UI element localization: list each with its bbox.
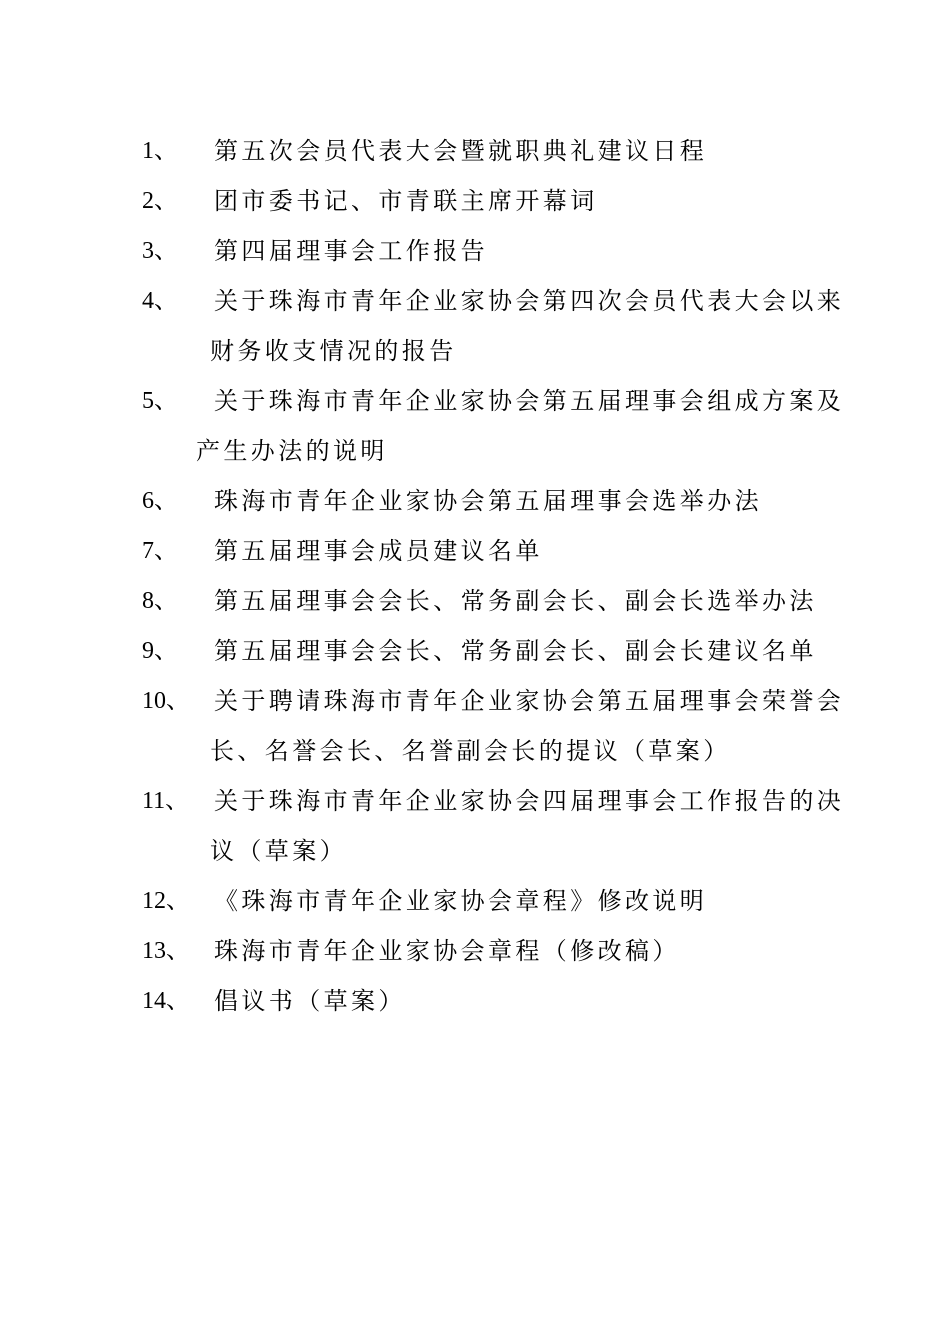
list-item — [142, 626, 822, 676]
item-text: 《珠海市青年企业家协会章程》修改说明 — [214, 887, 708, 915]
list-item — [142, 126, 822, 176]
item-number: 9、 — [142, 638, 178, 664]
item-text: 关于珠海市青年企业家协会第四次会员代表大会以来 — [214, 287, 845, 315]
item-number: 14、 — [142, 988, 190, 1014]
list-item — [142, 476, 822, 526]
item-number: 7、 — [142, 538, 178, 564]
item-text: 第五届理事会会长、常务副会长、副会长选举办法 — [214, 587, 817, 615]
item-number: 4、 — [142, 288, 178, 314]
item-text: 关于珠海市青年企业家协会四届理事会工作报告的决 — [214, 787, 845, 815]
list-item — [142, 176, 822, 226]
list-item — [142, 276, 845, 376]
item-text-continued: 财务收支情况的报告 — [210, 337, 457, 365]
item-number: 6、 — [142, 488, 178, 514]
list-item — [142, 226, 822, 276]
item-number: 5、 — [142, 388, 178, 414]
item-number: 1、 — [142, 138, 178, 164]
list-item — [142, 576, 822, 626]
list-item — [142, 926, 822, 976]
item-text: 第五届理事会成员建议名单 — [214, 537, 543, 565]
list-item — [142, 776, 845, 876]
item-text: 团市委书记、市青联主席开幕词 — [214, 187, 598, 215]
item-text: 关于聘请珠海市青年企业家协会第五届理事会荣誉会 — [214, 687, 845, 715]
list-item — [142, 376, 845, 476]
item-text: 珠海市青年企业家协会章程（修改稿） — [214, 937, 680, 965]
item-number: 8、 — [142, 588, 178, 614]
item-text: 倡议书（草案） — [214, 987, 406, 1015]
item-number: 3、 — [142, 238, 178, 264]
item-number: 11、 — [142, 788, 190, 814]
item-text: 珠海市青年企业家协会第五届理事会选举办法 — [214, 487, 762, 515]
list-item — [142, 526, 822, 576]
item-text-continued: 产生办法的说明 — [196, 437, 388, 465]
item-text: 第五次会员代表大会暨就职典礼建议日程 — [214, 137, 708, 165]
item-number: 13、 — [142, 938, 190, 964]
item-number: 10、 — [142, 688, 190, 714]
item-number: 12、 — [142, 888, 190, 914]
item-text: 关于珠海市青年企业家协会第五届理事会组成方案及 — [214, 387, 845, 415]
agenda-list — [142, 126, 845, 1026]
item-text-continued: 议（草案） — [210, 837, 347, 865]
list-item — [142, 676, 845, 776]
list-item — [142, 876, 822, 926]
item-text-continued: 长、名誉会长、名誉副会长的提议（草案） — [210, 737, 731, 765]
item-number: 2、 — [142, 188, 178, 214]
item-text: 第四届理事会工作报告 — [214, 237, 488, 265]
list-item — [142, 976, 822, 1026]
item-text: 第五届理事会会长、常务副会长、副会长建议名单 — [214, 637, 817, 665]
